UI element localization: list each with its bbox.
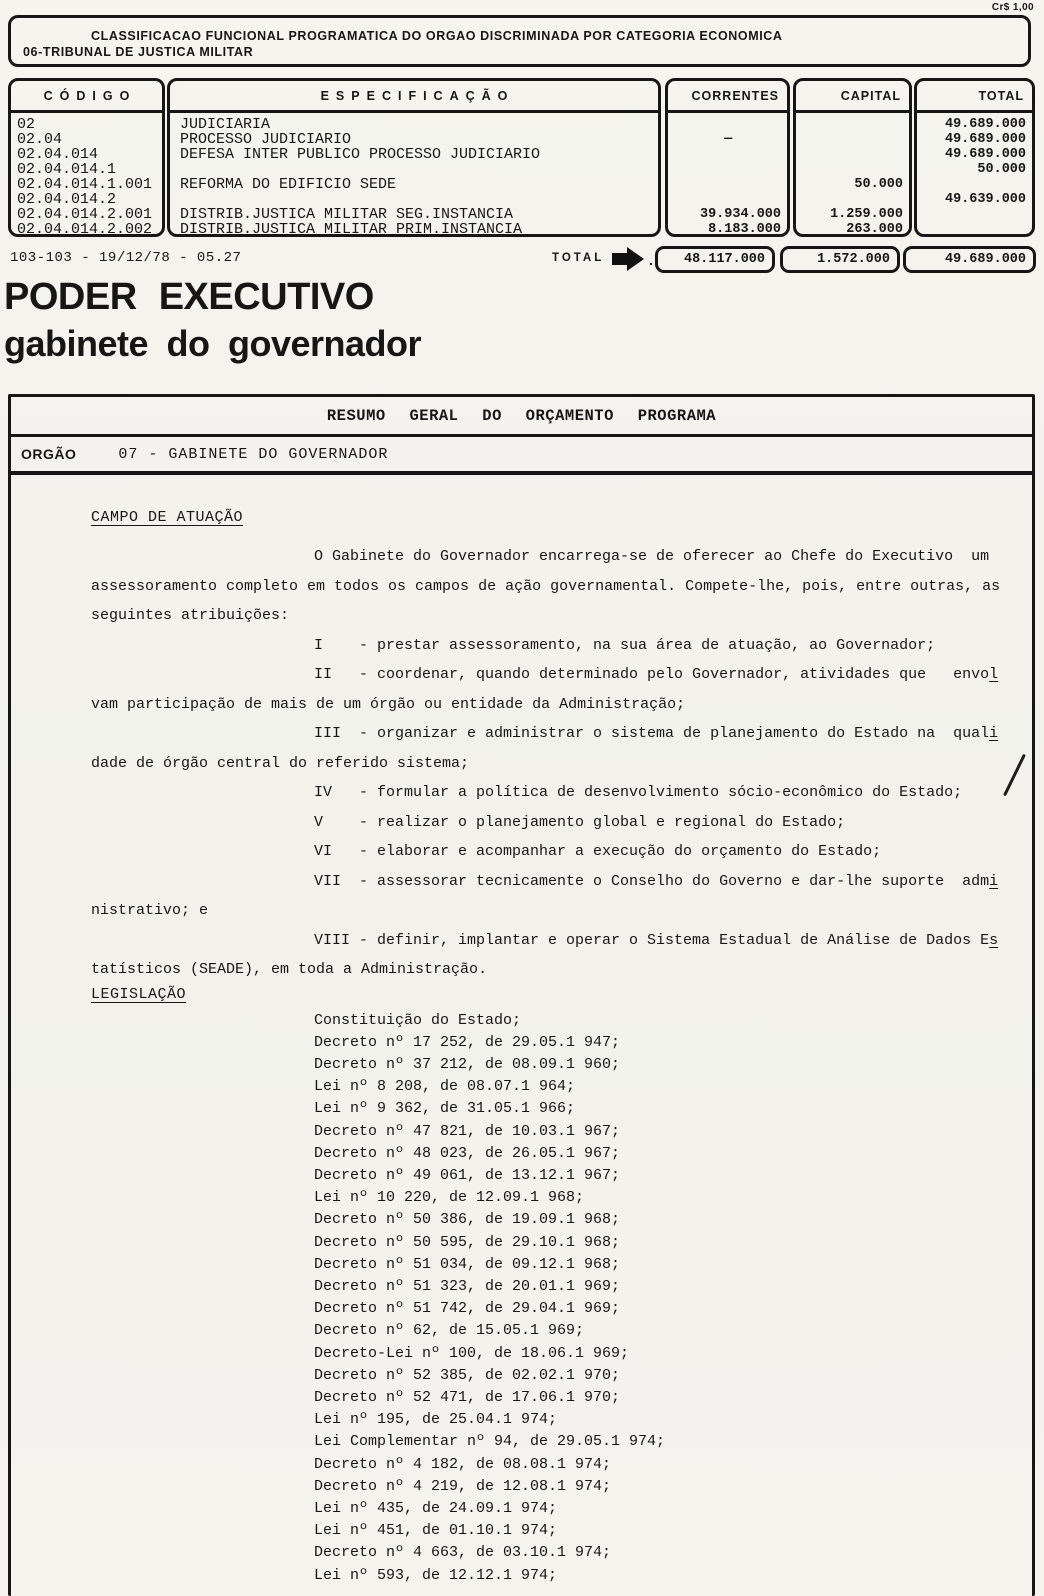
legislacao-heading: LEGISLAÇÃO	[91, 985, 187, 1003]
currency-unit-note: Cr$ 1,00	[991, 2, 1034, 13]
legislation-item: Decreto nº 51 323, de 20.01.1 969;	[314, 1277, 621, 1295]
resumo-title: RESUMO GERAL DO ORÇAMENTO PROGRAMA	[11, 397, 1032, 437]
capital-cell: 50.000	[854, 177, 903, 192]
capital-cell	[796, 192, 909, 207]
legislation-item: Constituição do Estado;	[314, 1011, 522, 1029]
body-line-text: dade de órgão central do referido sistema;	[91, 754, 470, 772]
body-line	[91, 690, 1032, 720]
body-line-text: nistrativo; e	[91, 902, 209, 919]
codigo-cell: 02.04.014.2.001	[17, 206, 153, 223]
body-line	[91, 896, 1032, 926]
body-line	[314, 808, 1032, 838]
especificacao-cell	[170, 192, 658, 207]
legislation-list	[314, 1010, 1032, 1587]
legislation-item: Decreto-Lei nº 100, de 18.06.1 969;	[314, 1344, 630, 1362]
period-mark: .	[649, 252, 653, 268]
legislation-item: Decreto nº 52 471, de 17.06.1 970;	[314, 1388, 621, 1406]
body-line-text: vam participação de mais de um órgão ou entidade da Administração;	[91, 695, 686, 713]
hyphenation-underline: s	[989, 931, 999, 949]
gabinete-heading: gabinete do governador	[4, 323, 422, 364]
legislation-item: Decreto nº 50 595, de 29.10.1 968;	[314, 1233, 621, 1251]
body-line	[91, 572, 1032, 602]
body-line	[314, 719, 1032, 749]
poder-executivo-heading: PODER EXECUTIVO	[4, 276, 374, 318]
codigo-cell: 02.04.014.2	[17, 191, 117, 208]
capital-cell: 1.259.000	[830, 207, 903, 222]
capital-cell	[796, 117, 909, 132]
codigo-cell: 02.04.014.1	[17, 161, 117, 178]
total-label: TOTAL	[552, 252, 605, 264]
total-cell: 49.639.000	[944, 192, 1026, 207]
body-line	[314, 631, 1032, 661]
document-body	[11, 475, 1032, 1587]
total-cell: 50.000	[977, 162, 1026, 177]
total-correntes-value: 48.117.000	[683, 252, 765, 267]
campo-paragraphs	[11, 542, 1032, 985]
legislation-item: Lei nº 451, de 01.10.1 974;	[314, 1522, 558, 1540]
body-line	[314, 660, 1032, 690]
especificacao-cell	[170, 162, 658, 177]
total-cell: 49.689.000	[944, 117, 1026, 132]
total-cell	[917, 177, 1032, 192]
body-line	[91, 601, 1032, 631]
legislation-item: Lei nº 10 220, de 12.09.1 968;	[314, 1189, 585, 1207]
body-line-text: VIII - definir, implantar e operar o Sistema Estadual de Análise de Dados E	[314, 931, 990, 949]
body-line	[314, 837, 1032, 867]
codigo-header: CÓDIGO	[11, 81, 162, 113]
classification-title: CLASSIFICACAO FUNCIONAL PROGRAMATICA DO ORGAO DISCRIMINADA POR CATEGORIA ECONOMICA	[91, 29, 783, 43]
print-stamp: 103-103 - 19/12/78 - 05.27	[10, 250, 242, 266]
column-capital	[793, 78, 912, 237]
legislation-item: Decreto nº 50 386, de 19.09.1 968;	[314, 1211, 621, 1229]
body-line	[91, 955, 1032, 985]
correntes-cell: —	[724, 132, 781, 147]
budget-table	[8, 78, 1035, 237]
body-line-text: II - coordenar, quando determinado pelo Governador, atividades que envo	[314, 666, 990, 683]
especificacao-cell: DEFESA INTER PUBLICO PROCESSO JUDICIARIO	[180, 146, 541, 163]
correntes-header: CORRENTES	[668, 81, 787, 113]
especificacao-cells	[170, 113, 658, 237]
legislation-item: Decreto nº 51 034, de 09.12.1 968;	[314, 1255, 621, 1273]
especificacao-cell: PROCESSO JUDICIARIO	[180, 131, 352, 148]
capital-cell	[796, 147, 909, 162]
capital-cell	[796, 132, 909, 147]
codigo-cells	[11, 113, 162, 237]
hyphenation-underline: l	[989, 666, 999, 683]
legislation-item: Decreto nº 52 385, de 02.02.1 970;	[314, 1366, 621, 1384]
arrow-right-icon	[612, 247, 644, 271]
column-codigo	[8, 78, 165, 237]
total-cell: 49.689.000	[944, 132, 1026, 147]
body-line	[314, 778, 1032, 808]
orgao-row	[11, 437, 1032, 475]
body-line-text: assessoramento completo em todos os campos de ação governamental. Compete-lhe, pois, entre outras, as	[91, 577, 1001, 595]
hyphenation-underline: i	[989, 872, 999, 890]
body-line	[314, 542, 1032, 572]
correntes-cell	[668, 162, 787, 177]
legislation-item: Lei nº 435, de 24.09.1 974;	[314, 1499, 558, 1517]
body-line	[91, 749, 1032, 779]
column-total	[914, 78, 1035, 237]
codigo-cell: 02.04.014.2.002	[17, 221, 153, 238]
body-line-text: VI - elaborar e acompanhar a execução do orçamento do Estado;	[314, 843, 882, 860]
organ-06-label: 06-TRIBUNAL DE JUSTICA MILITAR	[23, 45, 254, 59]
capital-cell: 263.000	[846, 222, 903, 237]
total-header: TOTAL	[917, 81, 1032, 113]
capital-cells	[796, 113, 909, 237]
correntes-cells	[668, 113, 787, 237]
total-cell	[917, 207, 1032, 222]
legislation-item: Decreto nº 49 061, de 13.12.1 967;	[314, 1166, 621, 1184]
legislation-item: Decreto nº 4 219, de 12.08.1 974;	[314, 1477, 612, 1495]
legislation-item: Lei nº 593, de 12.12.1 974;	[314, 1566, 558, 1584]
legislation-item: Decreto nº 51 742, de 29.04.1 969;	[314, 1300, 621, 1318]
body-line-text: VII - assessorar tecnicamente o Conselho do Governo e dar-lhe suporte adm	[314, 872, 990, 890]
orgao-value: 07 - GABINETE DO GOVERNADOR	[118, 445, 389, 463]
codigo-cell: 02.04	[17, 131, 63, 148]
correntes-cell	[668, 147, 787, 162]
body-line-text: V - realizar o planejamento global e regional do Estado;	[314, 813, 846, 831]
body-line-text: III - organizar e administrar o sistema de planejamento do Estado na qual	[314, 725, 990, 742]
classification-header-box	[8, 15, 1031, 67]
especificacao-cell: DISTRIB.JUSTICA MILITAR PRIM.INSTANCIA	[180, 221, 523, 238]
campo-de-atuacao-heading: CAMPO DE ATUAÇÃO	[91, 509, 244, 526]
especificacao-header: ESPECIFICAÇÃO	[170, 81, 658, 113]
legislation-item: Decreto nº 47 821, de 10.03.1 967;	[314, 1122, 621, 1140]
codigo-cell: 02.04.014.1.001	[17, 176, 153, 193]
body-line	[314, 926, 1032, 956]
correntes-cell	[668, 177, 787, 192]
total-cells	[917, 113, 1032, 237]
resumo-geral-box	[8, 394, 1035, 1596]
total-total-box	[903, 246, 1036, 273]
body-line-text: O Gabinete do Governador encarrega-se de oferecer ao Chefe do Executivo um	[314, 548, 990, 565]
codigo-cell: 02	[17, 116, 36, 133]
correntes-cell	[668, 117, 787, 132]
column-correntes	[665, 78, 790, 237]
arrow-shaft	[612, 253, 627, 265]
body-line-text: I - prestar assessoramento, na sua área de atuação, ao Governador;	[314, 636, 936, 654]
total-capital-box	[780, 246, 900, 273]
total-cell	[917, 222, 1032, 237]
legislation-item: Lei Complementar nº 94, de 29.05.1 974;	[314, 1433, 666, 1451]
body-line-text: IV - formular a política de desenvolvimento sócio-econômico do Estado;	[314, 784, 963, 801]
legislation-item: Lei nº 8 208, de 08.07.1 964;	[314, 1078, 576, 1096]
legislation-item: Lei nº 9 362, de 31.05.1 966;	[314, 1100, 576, 1118]
hyphenation-underline: i	[989, 725, 999, 742]
especificacao-cell: DISTRIB.JUSTICA MILITAR SEG.INSTANCIA	[180, 206, 514, 223]
legislation-item: Decreto nº 17 252, de 29.05.1 947;	[314, 1033, 621, 1051]
legislation-item: Decreto nº 62, de 15.05.1 969;	[314, 1322, 585, 1340]
body-line-text: tatísticos (SEADE), em toda a Administração.	[91, 961, 488, 978]
column-especificacao	[167, 78, 661, 237]
legislation-item: Decreto nº 4 182, de 08.08.1 974;	[314, 1455, 612, 1473]
total-capital-value: 1.572.000	[817, 252, 890, 267]
capital-header: CAPITAL	[796, 81, 909, 113]
correntes-cell: 39.934.000	[699, 207, 781, 222]
especificacao-cell: REFORMA DO EDIFICIO SEDE	[180, 176, 397, 193]
capital-cell	[796, 162, 909, 177]
legislation-item: Decreto nº 37 212, de 08.09.1 960;	[314, 1055, 621, 1073]
legislation-item: Lei nº 195, de 25.04.1 974;	[314, 1411, 558, 1429]
body-line	[314, 867, 1032, 897]
body-line-text: seguintes atribuições:	[91, 607, 290, 624]
correntes-cell	[668, 192, 787, 207]
total-total-value: 49.689.000	[944, 252, 1026, 267]
orgao-label: ORGÃO	[21, 446, 77, 462]
especificacao-cell: JUDICIARIA	[180, 116, 271, 133]
codigo-cell: 02.04.014	[17, 146, 99, 163]
arrow-head	[627, 247, 644, 271]
total-cell: 49.689.000	[944, 147, 1026, 162]
correntes-cell: 8.183.000	[708, 222, 781, 237]
total-correntes-box	[655, 246, 775, 273]
legislation-item: Decreto nº 4 663, de 03.10.1 974;	[314, 1544, 612, 1562]
legislation-item: Decreto nº 48 023, de 26.05.1 967;	[314, 1144, 621, 1162]
